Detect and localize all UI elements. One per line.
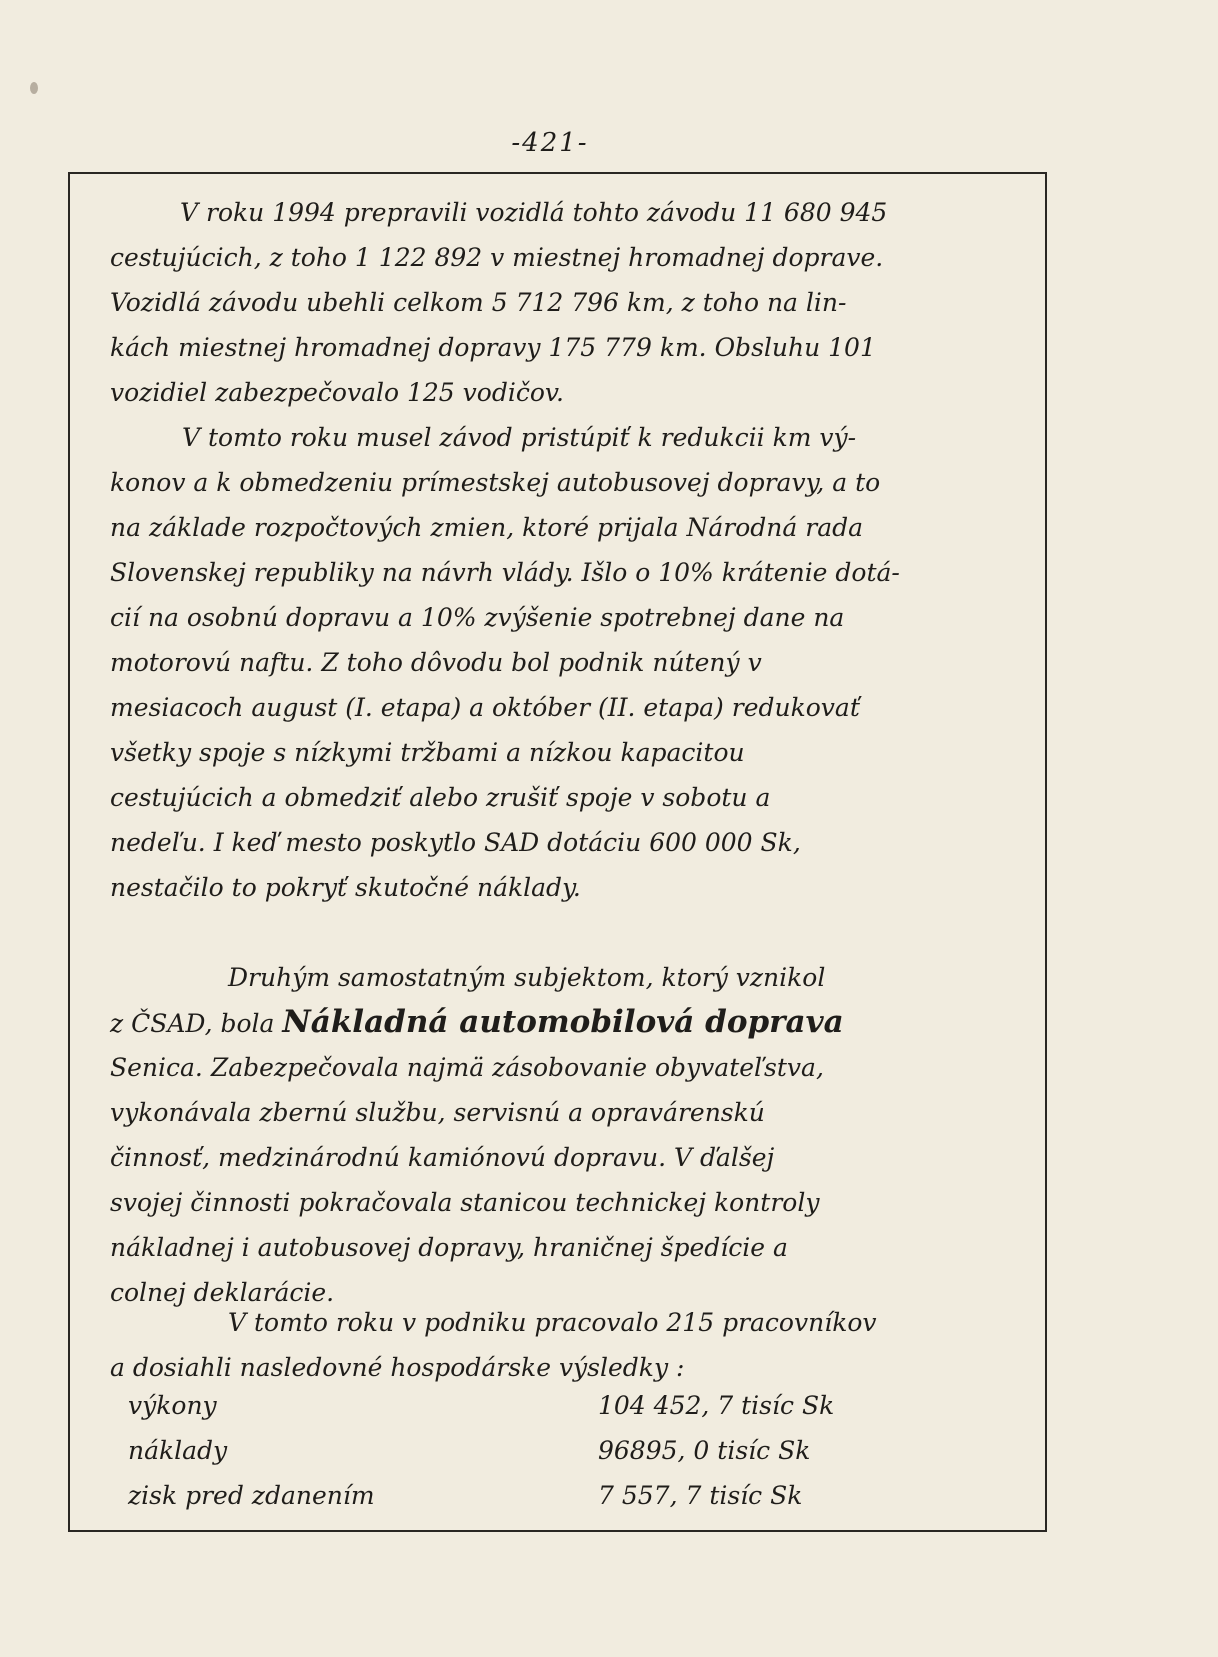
results-row [128, 1428, 928, 1473]
paragraph-2 [110, 415, 1035, 910]
results-value: 104 452, 7 tisíc Sk [598, 1391, 835, 1420]
results-table [128, 1383, 928, 1518]
text-line: V tomto roku musel závod pristúpiť k redukcii km vý- [182, 423, 857, 452]
text-line: motorovú naftu. Z toho dôvodu bol podnik nútený v [110, 648, 762, 677]
text-line: V roku 1994 prepravili vozidlá tohto závodu 11 680 945 [180, 198, 888, 227]
highlighted-company-name: Nákladná automobilová doprava [282, 1004, 844, 1040]
text-line: Vozidlá závodu ubehli celkom 5 712 796 km, z toho na lin- [110, 288, 847, 317]
text-line: nákladnej i autobusovej dopravy, hraničnej špedície a [110, 1233, 788, 1262]
results-row [128, 1383, 928, 1428]
paragraph-1 [110, 190, 1035, 415]
text-line: V tomto roku v podniku pracovalo 215 pracovníkov [228, 1308, 877, 1337]
text-line: svojej činnosti pokračovala stanicou technickej kontroly [110, 1188, 820, 1217]
text-line: na základe rozpočtových zmien, ktoré prijala Národná rada [110, 513, 864, 542]
results-label: zisk pred zdanením [128, 1481, 375, 1510]
text-line: a dosiahli nasledovné hospodárske výsledky : [110, 1353, 685, 1382]
results-label: výkony [128, 1391, 217, 1420]
text-line [110, 1000, 1035, 1045]
results-value: 7 557, 7 tisíc Sk [598, 1481, 803, 1510]
paragraph-3 [110, 955, 1035, 1315]
text-line: činnosť, medzinárodnú kamiónovú dopravu. V ďalšej [110, 1143, 775, 1172]
results-value: 96895, 0 tisíc Sk [598, 1436, 811, 1465]
page-smudge [30, 82, 38, 94]
text-line: všetky spoje s nízkymi tržbami a nízkou kapacitou [110, 738, 745, 767]
text-line: konov a k obmedzeniu prímestskej autobusovej dopravy, a to [110, 468, 881, 497]
paragraph-4 [110, 1300, 1035, 1390]
text-line: mesiacoch august (I. etapa) a október (II. etapa) redukovať [110, 693, 860, 722]
text-line: nedeľu. I keď mesto poskytlo SAD dotáciu 600 000 Sk, [110, 828, 801, 857]
results-label: náklady [128, 1436, 228, 1465]
text-line: cestujúcich, z toho 1 122 892 v miestnej hromadnej doprave. [110, 243, 884, 272]
text-line: vykonávala zbernú službu, servisnú a opravárenskú [110, 1098, 765, 1127]
text-line: cestujúcich a obmedziť alebo zrušiť spoje v sobotu a [110, 783, 771, 812]
text-fragment: z ČSAD, bola [110, 1009, 275, 1038]
text-line: cií na osobnú dopravu a 10% zvýšenie spotrebnej dane na [110, 603, 845, 632]
text-line: Senica. Zabezpečovala najmä zásobovanie obyvateľstva, [110, 1053, 824, 1082]
text-line: vozidiel zabezpečovalo 125 vodičov. [110, 378, 564, 407]
page-number: -421- [511, 128, 589, 158]
text-line: kách miestnej hromadnej dopravy 175 779 km. Obsluhu 101 [110, 333, 876, 362]
text-line: Druhým samostatným subjektom, ktorý vznikol [228, 963, 826, 992]
text-line: Slovenskej republiky na návrh vlády. Išlo o 10% krátenie dotá- [110, 558, 900, 587]
results-row [128, 1473, 928, 1518]
text-line: colnej deklarácie. [110, 1278, 335, 1307]
text-line: nestačilo to pokryť skutočné náklady. [110, 873, 581, 902]
